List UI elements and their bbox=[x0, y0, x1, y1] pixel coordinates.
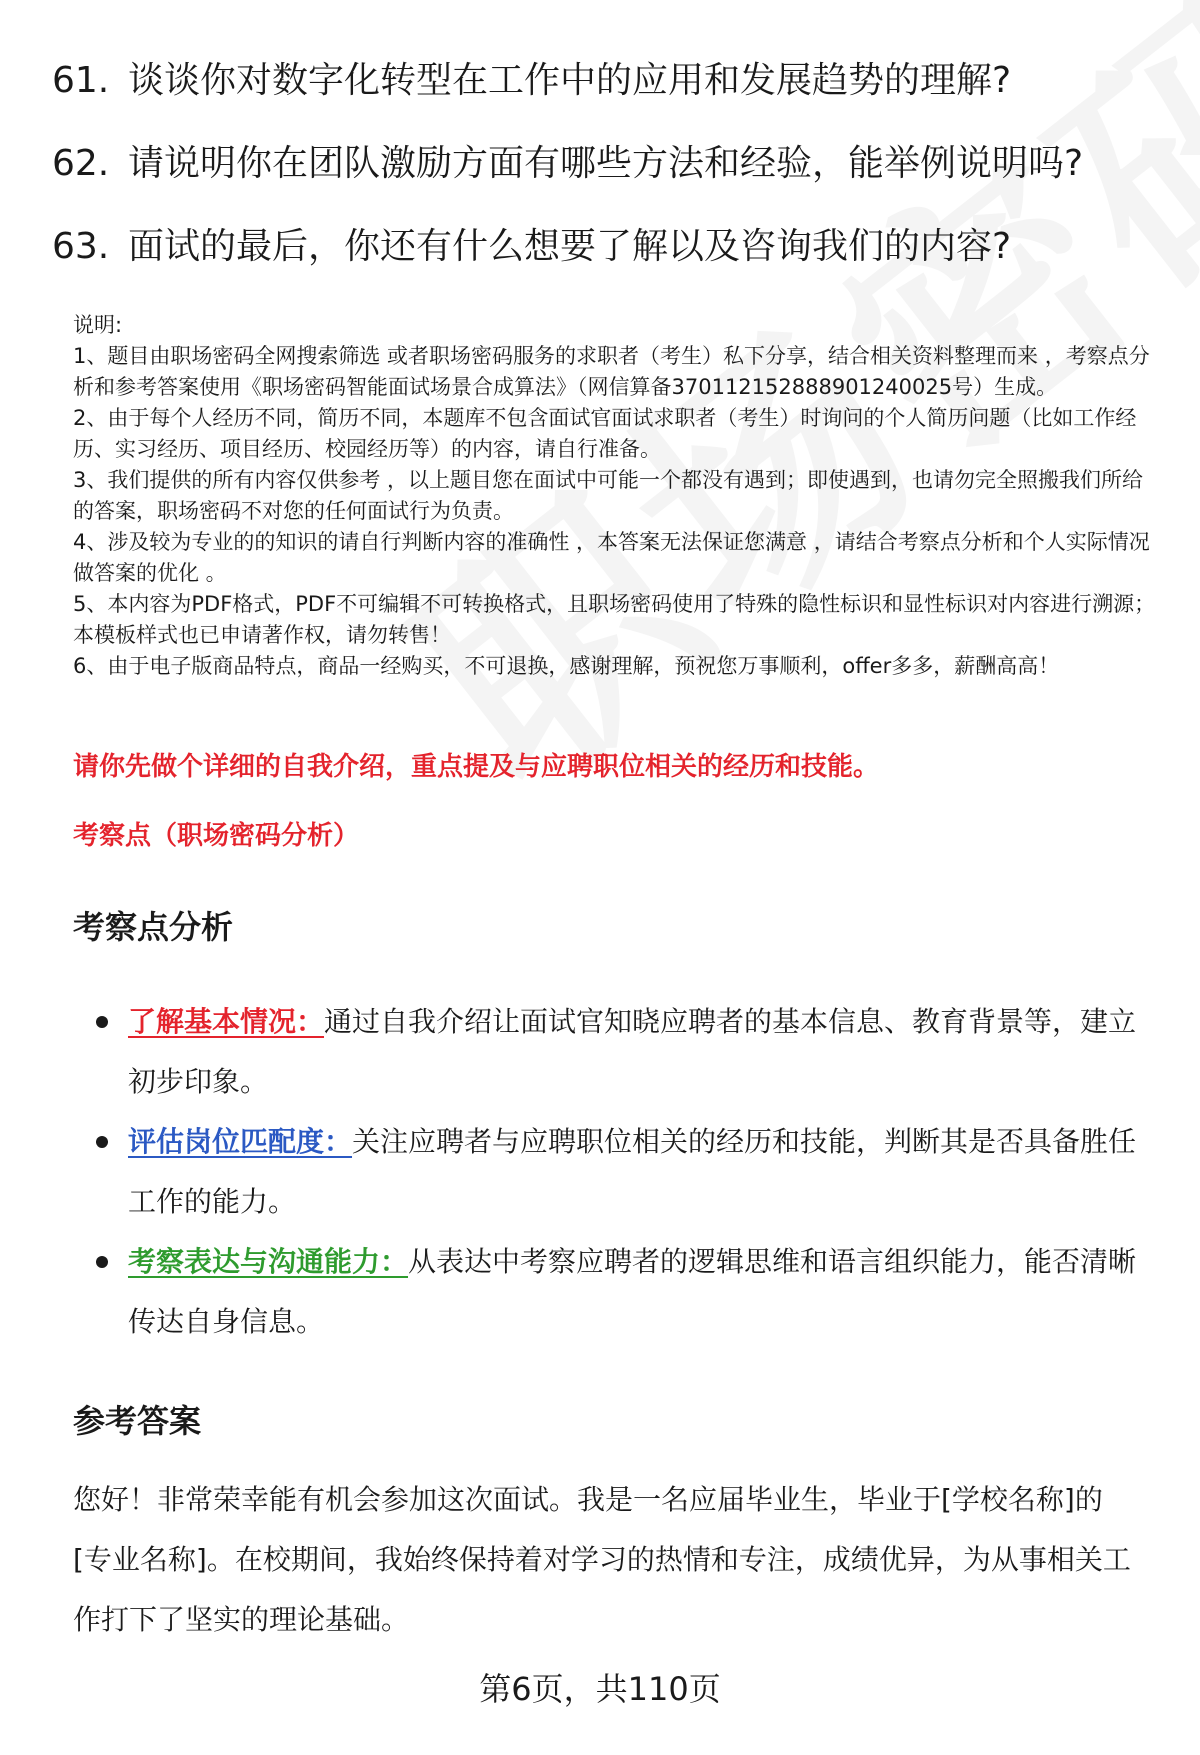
bullet-keyword: 考察表达与沟通能力： bbox=[128, 1245, 409, 1278]
question-number: 62. bbox=[52, 143, 110, 184]
note-item: 1、题目由职场密码全网搜索筛选 或者职场密码服务的求职者（考生）私下分享，结合相关资料整理而来 ，考察点分析和参考答案使用《职场密码智能面试场景合成算法》（网信算备370112152888901240025号）生成。 bbox=[73, 344, 1150, 399]
notes-heading: 说明: bbox=[73, 313, 123, 337]
question-list bbox=[52, 56, 1152, 305]
bullet-dot-icon bbox=[96, 1256, 108, 1268]
question-item bbox=[52, 222, 1152, 272]
question-number: 61. bbox=[52, 60, 110, 101]
analysis-bullet-list bbox=[96, 992, 1146, 1352]
bullet-dot-icon bbox=[96, 1016, 108, 1028]
notes-section bbox=[73, 310, 1163, 682]
answer-paragraph: 您好！非常荣幸能有机会参加这次面试。我是一名应届毕业生，毕业于[学校名称]的[专业名称]。在校期间，我始终保持着对学习的热情和专注，成绩优异，为从事相关工作打下了坚实的理论基础。 bbox=[73, 1483, 1131, 1636]
note-item: 4、涉及较为专业的的知识的请自行判断内容的准确性 ，本答案无法保证您满意 ，请结合考察点分析和个人实际情况做答案的优化 。 bbox=[73, 530, 1150, 585]
bullet-dot-icon bbox=[96, 1136, 108, 1148]
bullet-text: 关注应聘者与应聘职位相关的经历和技能，判断其是否具备胜任工作的能力。 bbox=[128, 1125, 1137, 1218]
question-text: 面试的最后，你还有什么想要了解以及咨询我们的内容? bbox=[128, 226, 1012, 267]
bullet-text: 通过自我介绍让面试官知晓应聘者的基本信息、教育背景等，建立初步印象。 bbox=[128, 1005, 1137, 1098]
analysis-bullet bbox=[96, 992, 1146, 1112]
analysis-heading: 考察点分析 bbox=[73, 908, 234, 946]
analysis-tag: 考察点（职场密码分析） bbox=[73, 821, 360, 851]
bullet-keyword: 了解基本情况： bbox=[128, 1005, 325, 1038]
analysis-bullet bbox=[96, 1232, 1146, 1352]
bullet-keyword: 评估岗位匹配度： bbox=[128, 1125, 353, 1158]
answer-heading: 参考答案 bbox=[73, 1402, 202, 1440]
question-item bbox=[52, 56, 1152, 106]
question-number: 63. bbox=[52, 226, 110, 267]
note-item: 5、本内容为PDF格式，PDF不可编辑不可转换格式，且职场密码使用了特殊的隐性标识和显性标识对内容进行溯源；本模板样式也已申请著作权，请勿转售！ bbox=[73, 592, 1156, 647]
question-text: 请说明你在团队激励方面有哪些方法和经验，能举例说明吗? bbox=[128, 143, 1084, 184]
note-item: 6、由于电子版商品特点，商品一经购买，不可退换，感谢理解，预祝您万事顺利，offer多多，薪酬高高！ bbox=[73, 654, 1060, 678]
analysis-bullet bbox=[96, 1112, 1146, 1232]
bullet-text: 从表达中考察应聘者的逻辑思维和语言组织能力，能否清晰传达自身信息。 bbox=[128, 1245, 1137, 1338]
main-question: 请你先做个详细的自我介绍，重点提及与应聘职位相关的经历和技能。 bbox=[73, 752, 880, 782]
note-item: 3、我们提供的所有内容仅供参考 ，以上题目您在面试中可能一个都没有遇到；即使遇到，也请勿完全照搬我们所给的答案，职场密码不对您的任何面试行为负责。 bbox=[73, 468, 1144, 523]
question-item bbox=[52, 139, 1152, 189]
page-footer: 第6页，共110页 bbox=[479, 1670, 721, 1708]
question-text: 谈谈你对数字化转型在工作中的应用和发展趋势的理解? bbox=[128, 60, 1012, 101]
note-item: 2、由于每个人经历不同，简历不同，本题库不包含面试官面试求职者（考生）时询问的个人简历问题（比如工作经历、实习经历、项目经历、校园经历等）的内容，请自行准备。 bbox=[73, 406, 1137, 461]
